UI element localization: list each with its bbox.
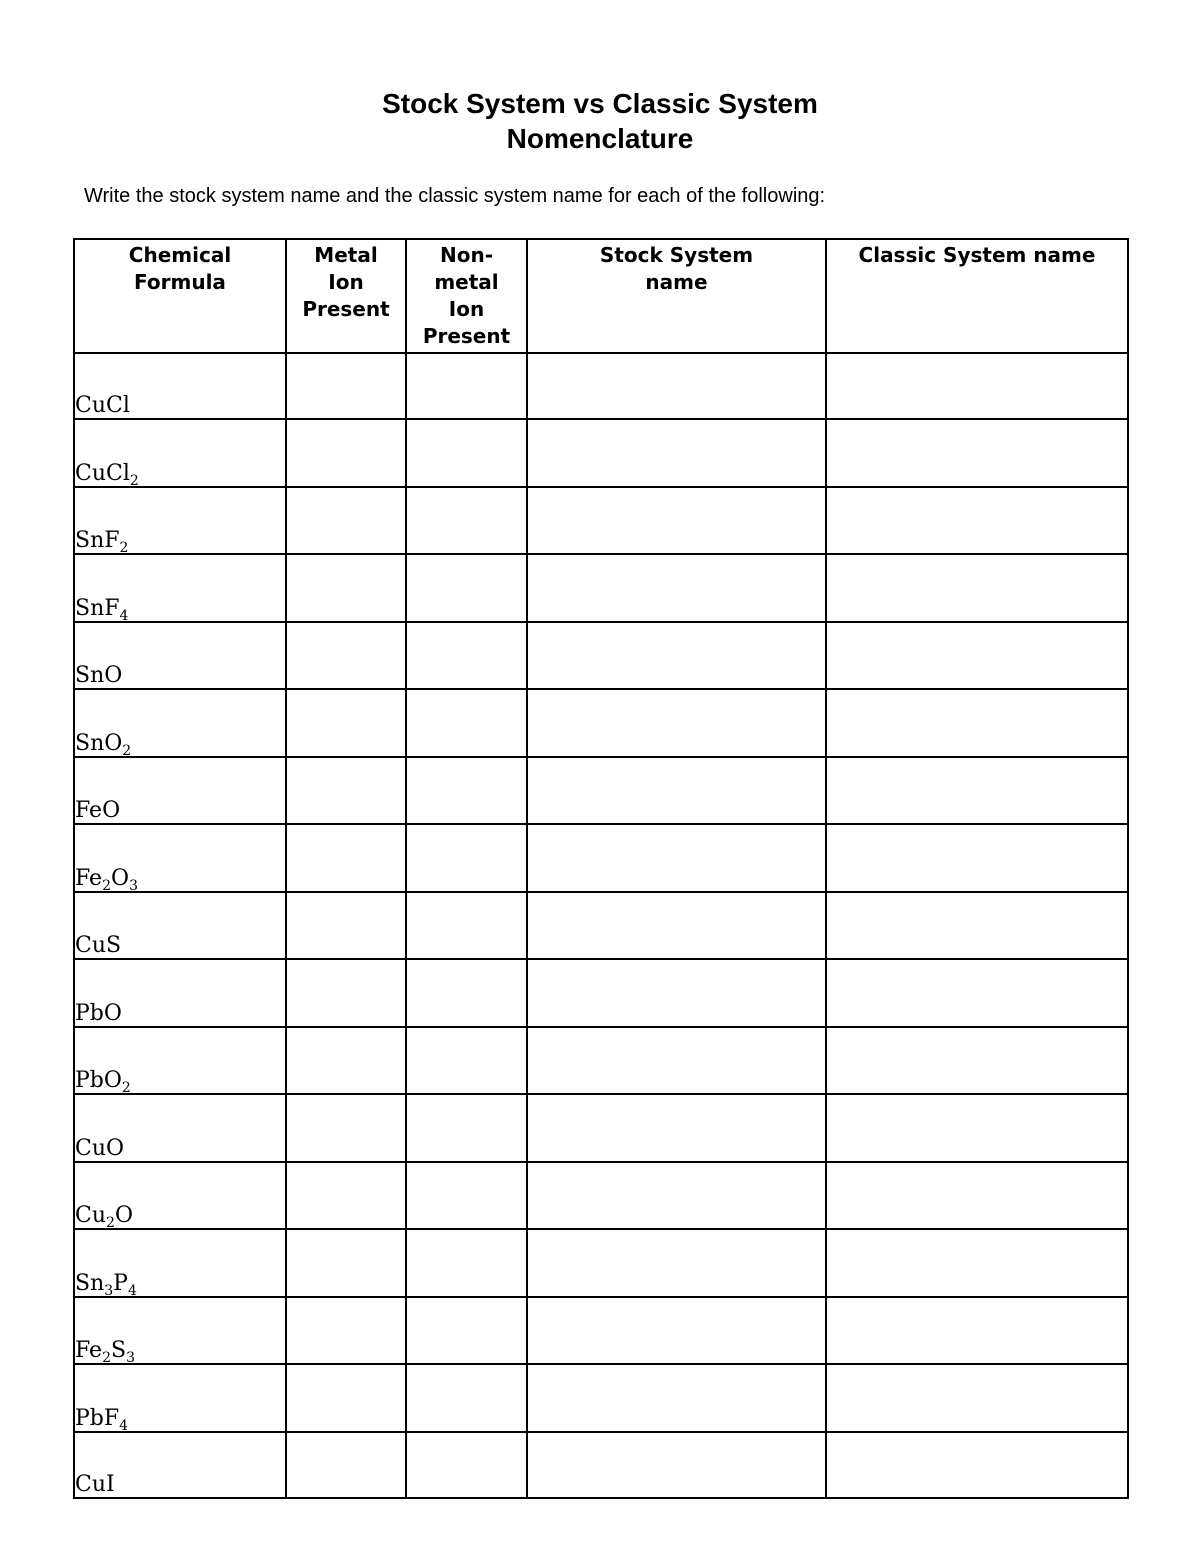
chemical-formula: FeO — [75, 798, 121, 823]
metal-ion-answer-cell[interactable] — [286, 1229, 406, 1297]
stock-name-answer-cell[interactable] — [527, 1432, 826, 1498]
metal-ion-answer-cell[interactable] — [286, 892, 406, 959]
stock-name-answer-cell[interactable] — [527, 1094, 826, 1162]
formula-cell — [74, 689, 286, 757]
metal-ion-answer-cell[interactable] — [286, 1364, 406, 1432]
classic-name-answer-cell[interactable] — [826, 1094, 1128, 1162]
formula-cell — [74, 353, 286, 419]
table-row — [74, 419, 1128, 487]
chemical-formula: $Fe_2O_3$ — [75, 866, 138, 894]
formula-cell — [74, 622, 286, 689]
formula-cell — [74, 757, 286, 824]
table-row — [74, 487, 1128, 554]
stock-name-answer-cell[interactable] — [527, 892, 826, 959]
table-row — [74, 1229, 1128, 1297]
metal-ion-answer-cell[interactable] — [286, 1027, 406, 1094]
formula-cell — [74, 1364, 286, 1432]
classic-name-answer-cell[interactable] — [826, 892, 1128, 959]
page-title — [0, 86, 1200, 156]
stock-name-answer-cell[interactable] — [527, 824, 826, 892]
header-metal-ion: Metal Ion Present — [286, 239, 406, 353]
header-stock-system-name: Stock System name — [527, 239, 826, 353]
nonmetal-ion-answer-cell[interactable] — [406, 1094, 527, 1162]
chemical-formula: CuS — [75, 933, 122, 958]
table-row — [74, 959, 1128, 1027]
title-line-2: Nomenclature — [506, 123, 694, 154]
classic-name-answer-cell[interactable] — [826, 1027, 1128, 1094]
stock-name-answer-cell[interactable] — [527, 1162, 826, 1229]
classic-name-answer-cell[interactable] — [826, 554, 1128, 622]
header-classic-system-name: Classic System name — [826, 239, 1128, 353]
stock-name-answer-cell[interactable] — [527, 689, 826, 757]
title-line-1: Stock System vs Classic System — [382, 88, 818, 119]
nonmetal-ion-answer-cell[interactable] — [406, 622, 527, 689]
metal-ion-answer-cell[interactable] — [286, 1297, 406, 1364]
formula-cell — [74, 1027, 286, 1094]
table-row — [74, 1432, 1128, 1498]
classic-name-answer-cell[interactable] — [826, 487, 1128, 554]
header-row — [74, 239, 1128, 353]
classic-name-answer-cell[interactable] — [826, 1432, 1128, 1498]
table-row — [74, 1297, 1128, 1364]
metal-ion-answer-cell[interactable] — [286, 487, 406, 554]
table-row — [74, 757, 1128, 824]
instructions-text: Write the stock system name and the classic system name for each of the following: — [84, 185, 826, 207]
classic-name-answer-cell[interactable] — [826, 959, 1128, 1027]
nonmetal-ion-answer-cell[interactable] — [406, 824, 527, 892]
header-chemical-formula: Chemical Formula — [74, 239, 286, 353]
stock-name-answer-cell[interactable] — [527, 419, 826, 487]
table-row — [74, 1162, 1128, 1229]
stock-name-answer-cell[interactable] — [527, 959, 826, 1027]
nonmetal-ion-answer-cell[interactable] — [406, 1229, 527, 1297]
table-row — [74, 689, 1128, 757]
chemical-formula: CuCl$_2$ — [75, 461, 139, 489]
nonmetal-ion-answer-cell[interactable] — [406, 1027, 527, 1094]
classic-name-answer-cell[interactable] — [826, 1364, 1128, 1432]
table-row — [74, 554, 1128, 622]
metal-ion-answer-cell[interactable] — [286, 689, 406, 757]
metal-ion-answer-cell[interactable] — [286, 554, 406, 622]
classic-name-answer-cell[interactable] — [826, 757, 1128, 824]
nonmetal-ion-answer-cell[interactable] — [406, 419, 527, 487]
chemical-formula: SnO$_2$ — [75, 731, 132, 759]
stock-name-answer-cell[interactable] — [527, 1297, 826, 1364]
chemical-formula: $Cu_2O$ — [75, 1203, 133, 1231]
stock-name-answer-cell[interactable] — [527, 757, 826, 824]
classic-name-answer-cell[interactable] — [826, 689, 1128, 757]
table-row — [74, 824, 1128, 892]
metal-ion-answer-cell[interactable] — [286, 1432, 406, 1498]
classic-name-answer-cell[interactable] — [826, 1162, 1128, 1229]
table-row — [74, 892, 1128, 959]
metal-ion-answer-cell[interactable] — [286, 1094, 406, 1162]
table-row — [74, 1364, 1128, 1432]
stock-name-answer-cell[interactable] — [527, 1364, 826, 1432]
chemical-formula: PbO — [75, 1001, 122, 1026]
header-nonmetal-ion: Non-metal Ion Present — [406, 239, 527, 353]
nonmetal-ion-answer-cell[interactable] — [406, 757, 527, 824]
chemical-formula: CuI — [75, 1472, 115, 1497]
formula-cell — [74, 1094, 286, 1162]
metal-ion-answer-cell[interactable] — [286, 959, 406, 1027]
table-row — [74, 353, 1128, 419]
metal-ion-answer-cell[interactable] — [286, 353, 406, 419]
formula-cell — [74, 1162, 286, 1229]
formula-cell — [74, 892, 286, 959]
classic-name-answer-cell[interactable] — [826, 622, 1128, 689]
formula-cell — [74, 487, 286, 554]
nonmetal-ion-answer-cell[interactable] — [406, 554, 527, 622]
metal-ion-answer-cell[interactable] — [286, 757, 406, 824]
chemical-formula: $Fe_2S_3$ — [75, 1338, 136, 1366]
nonmetal-ion-answer-cell[interactable] — [406, 689, 527, 757]
chemical-formula: CuO — [75, 1136, 125, 1161]
metal-ion-answer-cell[interactable] — [286, 622, 406, 689]
classic-name-answer-cell[interactable] — [826, 824, 1128, 892]
nomenclature-table — [73, 238, 1129, 1499]
nonmetal-ion-answer-cell[interactable] — [406, 1432, 527, 1498]
classic-name-answer-cell[interactable] — [826, 353, 1128, 419]
chemical-formula: SnF$_4$ — [75, 596, 129, 624]
table-row — [74, 1027, 1128, 1094]
stock-name-answer-cell[interactable] — [527, 1027, 826, 1094]
nonmetal-ion-answer-cell[interactable] — [406, 1162, 527, 1229]
chemical-formula: SnF$_2$ — [75, 528, 129, 556]
table-row — [74, 622, 1128, 689]
nonmetal-ion-answer-cell[interactable] — [406, 892, 527, 959]
nonmetal-ion-answer-cell[interactable] — [406, 353, 527, 419]
formula-cell — [74, 554, 286, 622]
table-row — [74, 1094, 1128, 1162]
stock-name-answer-cell[interactable] — [527, 554, 826, 622]
metal-ion-answer-cell[interactable] — [286, 419, 406, 487]
nonmetal-ion-answer-cell[interactable] — [406, 959, 527, 1027]
formula-cell — [74, 1229, 286, 1297]
chemical-formula: SnO — [75, 663, 123, 688]
formula-cell — [74, 959, 286, 1027]
classic-name-answer-cell[interactable] — [826, 1229, 1128, 1297]
nonmetal-ion-answer-cell[interactable] — [406, 487, 527, 554]
chemical-formula: PbF$_4$ — [75, 1406, 129, 1434]
chemical-formula: CuCl — [75, 393, 130, 418]
formula-cell — [74, 824, 286, 892]
nonmetal-ion-answer-cell[interactable] — [406, 1297, 527, 1364]
nonmetal-ion-answer-cell[interactable] — [406, 1364, 527, 1432]
stock-name-answer-cell[interactable] — [527, 353, 826, 419]
classic-name-answer-cell[interactable] — [826, 1297, 1128, 1364]
stock-name-answer-cell[interactable] — [527, 622, 826, 689]
formula-cell — [74, 419, 286, 487]
metal-ion-answer-cell[interactable] — [286, 1162, 406, 1229]
metal-ion-answer-cell[interactable] — [286, 824, 406, 892]
formula-cell — [74, 1432, 286, 1498]
chemical-formula: $Sn_3P_4$ — [75, 1271, 137, 1299]
stock-name-answer-cell[interactable] — [527, 487, 826, 554]
formula-cell — [74, 1297, 286, 1364]
stock-name-answer-cell[interactable] — [527, 1229, 826, 1297]
chemical-formula: PbO$_2$ — [75, 1068, 131, 1096]
classic-name-answer-cell[interactable] — [826, 419, 1128, 487]
